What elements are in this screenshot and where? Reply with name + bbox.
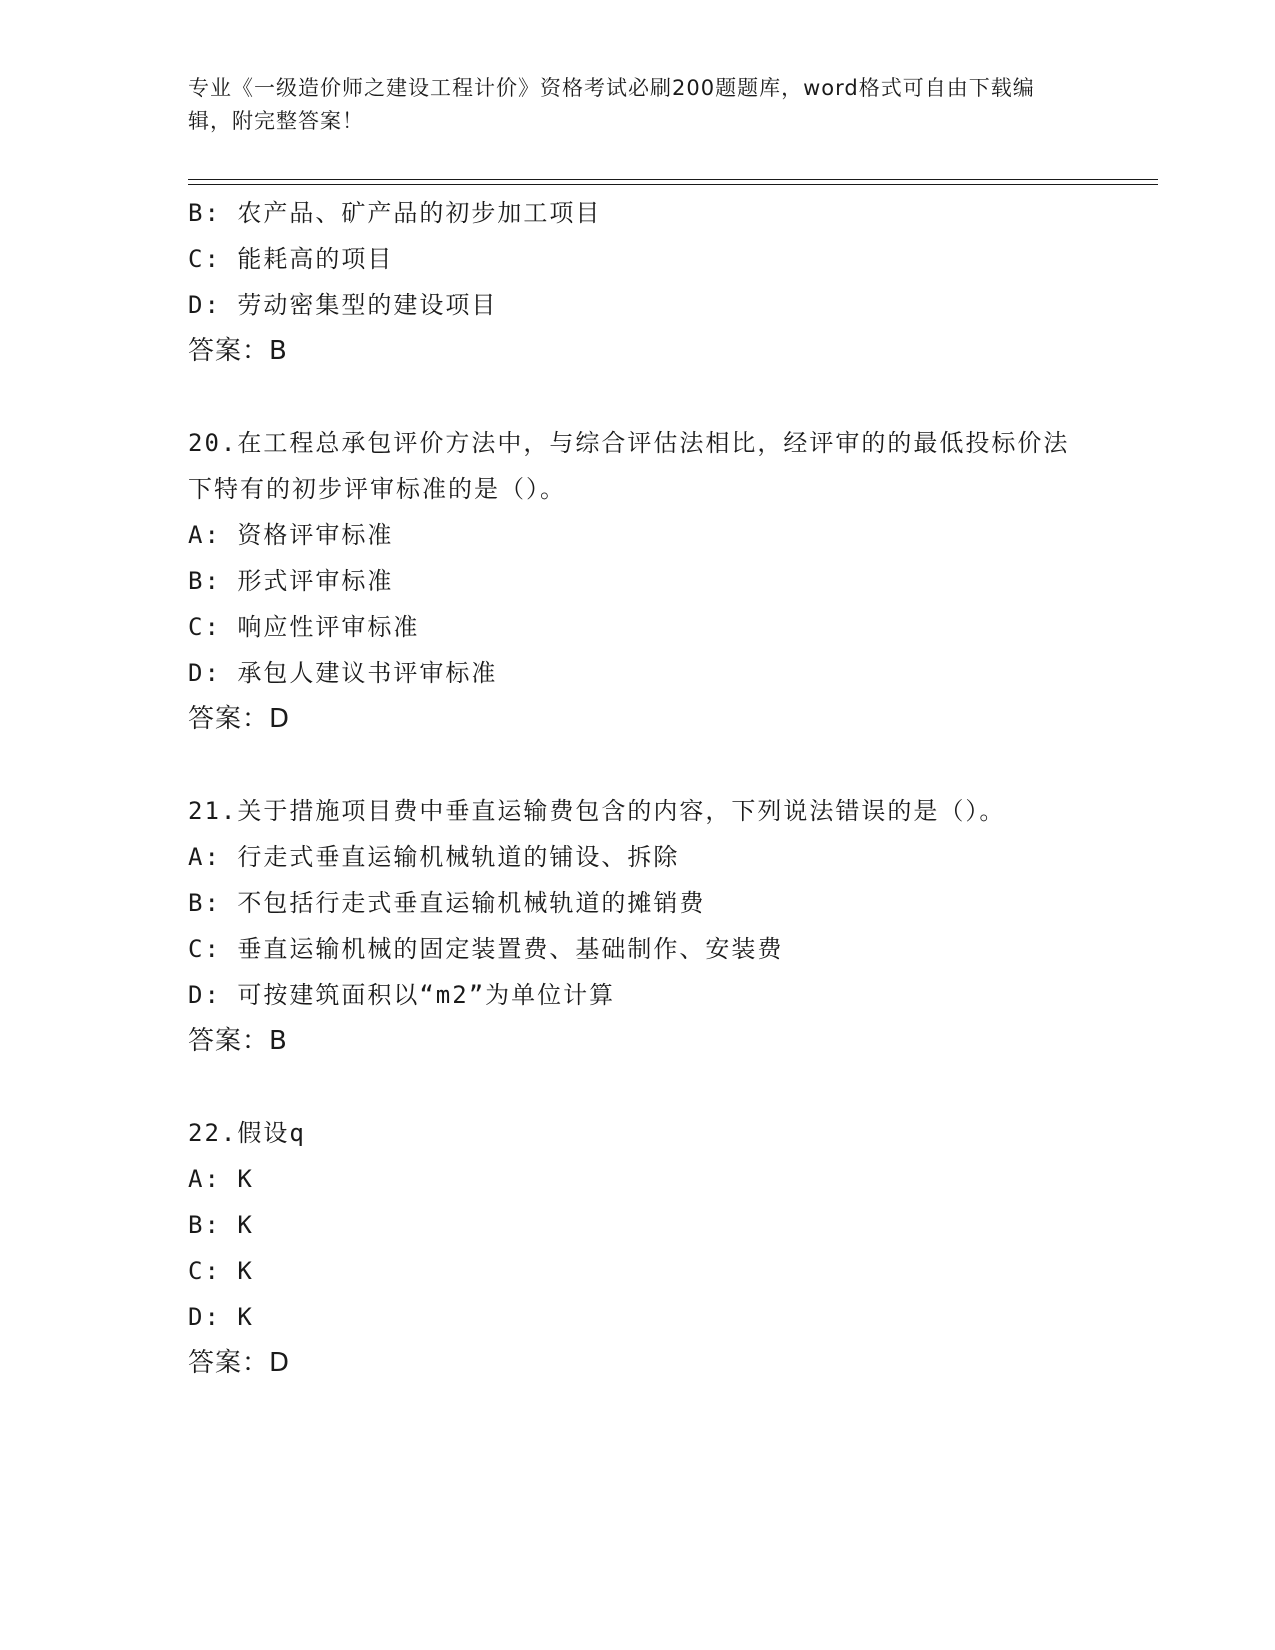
header-text: 专业《一级造价师之建设工程计价》资格考试必刷200题题库，word格式可自由下载编辑，附完整答案！ bbox=[188, 76, 1035, 133]
question-21 bbox=[188, 788, 1088, 1064]
answer-line: 答案：B bbox=[188, 1026, 288, 1056]
option-b: B: 形式评审标准 bbox=[188, 567, 394, 595]
option-d: D: 劳动密集型的建设项目 bbox=[188, 291, 498, 319]
option-a: A: 行走式垂直运输机械轨道的铺设、拆除 bbox=[188, 843, 680, 871]
option-c: C: 能耗高的项目 bbox=[188, 245, 394, 273]
option-d: D: 可按建筑面积以“m2”为单位计算 bbox=[188, 981, 616, 1009]
option-b: B: 农产品、矿产品的初步加工项目 bbox=[188, 199, 602, 227]
question-22 bbox=[188, 1110, 1088, 1386]
answer-line: 答案：B bbox=[188, 336, 288, 366]
option-d: D: K bbox=[188, 1303, 254, 1331]
option-c: C: 响应性评审标准 bbox=[188, 613, 420, 641]
option-c: C: 垂直运输机械的固定装置费、基础制作、安装费 bbox=[188, 935, 784, 963]
question-20 bbox=[188, 420, 1088, 742]
answer-line: 答案：D bbox=[188, 1348, 291, 1378]
question-text: 21.关于措施项目费中垂直运输费包含的内容，下列说法错误的是（）。 bbox=[188, 797, 1006, 825]
option-d: D: 承包人建议书评审标准 bbox=[188, 659, 498, 687]
question-text: 22.假设q bbox=[188, 1119, 306, 1147]
header-divider-top bbox=[188, 179, 1158, 180]
question-text: 20.在工程总承包评价方法中，与综合评估法相比，经评审的的最低投标价法下特有的初步评审标准的是（）。 bbox=[188, 429, 1070, 503]
question-19-tail bbox=[188, 190, 1088, 374]
document-header bbox=[188, 72, 1068, 138]
option-b: B: 不包括行走式垂直运输机械轨道的摊销费 bbox=[188, 889, 706, 917]
question-list bbox=[188, 190, 1088, 1386]
header-divider-bottom bbox=[188, 184, 1158, 185]
option-c: C: K bbox=[188, 1257, 254, 1285]
answer-line: 答案：D bbox=[188, 704, 291, 734]
option-a: A: K bbox=[188, 1165, 254, 1193]
option-b: B: K bbox=[188, 1211, 254, 1239]
option-a: A: 资格评审标准 bbox=[188, 521, 394, 549]
